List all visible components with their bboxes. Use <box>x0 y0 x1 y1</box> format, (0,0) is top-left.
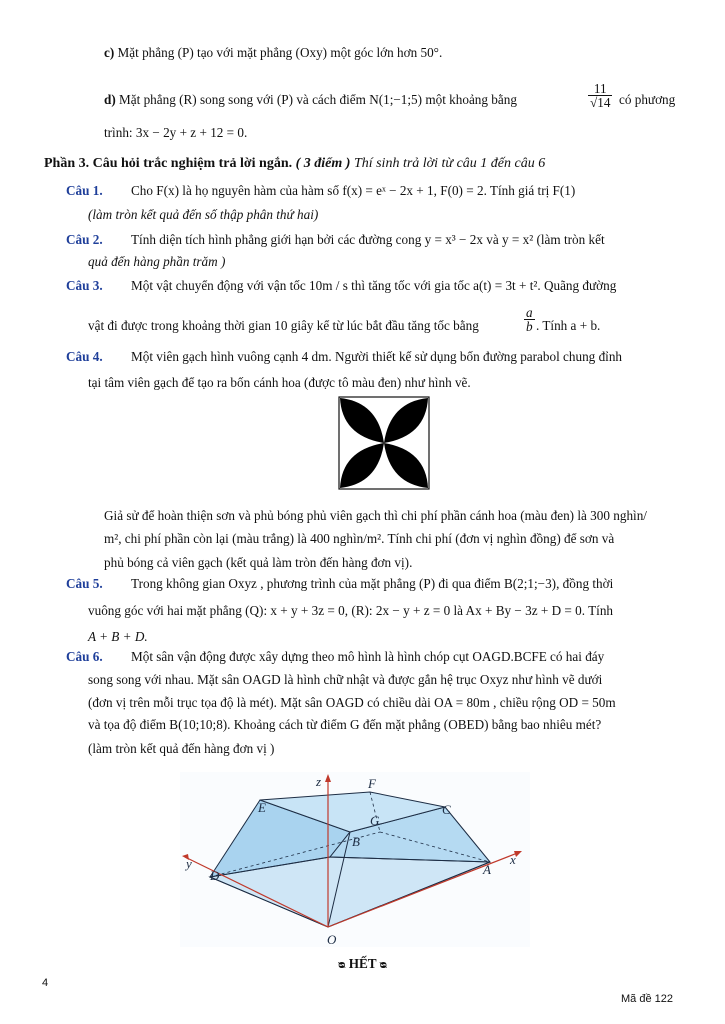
item-d-frac-den: √14 <box>590 95 611 110</box>
label-E: E <box>258 800 266 815</box>
q5-line3: A + B + D. <box>88 629 148 644</box>
q5-line2: vuông góc với hai mặt phẳng (Q): x + y + 3z = 0, (R): 2x − y + z = 0 là Ax + By − 3z + D = 0. Tính <box>88 603 614 618</box>
q3-line2b: . Tính a + b. <box>536 318 601 333</box>
end-mark: ᴓ HẾT ᴓ <box>338 956 387 971</box>
item-d-frac-num: 11 <box>588 82 612 96</box>
item-d-text-3: trình: 3x − 2y + z + 12 = 0. <box>104 125 248 140</box>
q3-frac-num: a <box>526 305 533 320</box>
q6-line1: Một sân vận động được xây dựng theo mô hình là hình chóp cụt OAGD.BCFE có hai đáy <box>131 649 605 664</box>
q4-line1: Một viên gạch hình vuông cạnh 4 dm. Người thiết kế sử dụng bốn đường parabol chung đỉnh <box>131 349 623 364</box>
q2-line2: quả đến hàng phần trăm ) <box>88 254 226 269</box>
stadium-figure <box>180 772 530 947</box>
exam-code: Mã đề 122 <box>621 993 673 1005</box>
q5-label: Câu 5. <box>66 576 103 591</box>
label-D: D <box>210 868 220 883</box>
label-z: z <box>316 774 322 789</box>
label-O: O <box>327 932 337 947</box>
item-d-text: Mặt phẳng (R) song song với (P) và cách điểm N(1;−1;5) một khoảng bằng <box>119 92 517 107</box>
part3-points: ( 3 điểm ) <box>295 156 351 171</box>
q1-line2: (làm tròn kết quả đến số thập phân thứ hai) <box>88 207 319 222</box>
part3-heading <box>44 156 545 172</box>
item-c-text: Mặt phẳng (P) tạo với mặt phẳng (Oxy) một góc lớn hơn 50°. <box>117 45 443 60</box>
part3-title: Phần 3. Câu hỏi trắc nghiệm trả lời ngắn. <box>44 156 293 171</box>
q3-fraction <box>524 306 535 333</box>
q4-line2: tại tâm viên gạch để tạo ra bốn cánh hoa (được tô màu đen) như hình vẽ. <box>88 375 471 390</box>
q3-frac-den: b <box>526 319 533 334</box>
q3-label: Câu 3. <box>66 278 103 293</box>
q6-line5: (làm tròn kết quả đến hàng đơn vị ) <box>88 741 275 756</box>
item-c <box>104 45 442 61</box>
label-F: F <box>368 776 376 791</box>
label-C: C <box>442 802 451 817</box>
q6-line3: (đơn vị trên mỗi trục tọa độ là mét). Mặt sân OAGD có chiều dài OA = 80m , chiều rộng OD = 50m <box>88 695 616 710</box>
flower-tile-figure <box>338 396 430 490</box>
q1-line1: Cho F(x) là họ nguyên hàm của hàm số f(x) = eˣ − 2x + 1, F(0) = 2. Tính giá trị F(1) <box>131 183 576 198</box>
part3-instruction: Thí sinh trả lời từ câu 1 đến câu 6 <box>353 156 546 171</box>
label-x: x <box>510 852 516 867</box>
q2-label: Câu 2. <box>66 232 103 247</box>
q3-line1: Một vật chuyển động với vận tốc 10m / s thì tăng tốc với gia tốc a(t) = 3t + t². Quãng đường <box>131 278 617 293</box>
item-d-text-2: có phương <box>619 92 676 107</box>
q4-line3: Giả sử để hoàn thiện sơn và phủ bóng phủ viên gạch thì chi phí phần cánh hoa (màu đen) là 300 nghìn/ <box>104 508 647 523</box>
label-B: B <box>352 834 360 849</box>
q3-line2a: vật đi được trong khoảng thời gian 10 giây kể từ lúc bắt đầu tăng tốc bằng <box>88 318 479 333</box>
label-A: A <box>483 862 491 877</box>
item-d-fraction <box>588 82 612 109</box>
label-y: y <box>186 856 192 871</box>
q6-label: Câu 6. <box>66 649 103 664</box>
item-d <box>104 92 517 108</box>
q6-line2: song song với nhau. Mặt sân OAGD là hình chữ nhật và được gắn hệ trục Oxyz như hình vẽ dưới <box>88 672 603 687</box>
q2-line1: Tính diện tích hình phẳng giới hạn bởi các đường cong y = x³ − 2x và y = x² (làm tròn kết <box>131 232 605 247</box>
q6-line4: và tọa độ điểm B(10;10;8). Khoảng cách từ điểm G đến mặt phẳng (OBED) bằng bao nhiêu mét? <box>88 717 602 732</box>
q1-label: Câu 1. <box>66 183 103 198</box>
item-c-label: c) <box>104 45 115 60</box>
label-G: G <box>370 813 380 828</box>
q5-line1: Trong không gian Oxyz , phương trình của mặt phẳng (P) đi qua điểm B(2;1;−3), đồng thời <box>131 576 614 591</box>
item-d-label: d) <box>104 92 116 107</box>
q4-line4: m², chi phí phần còn lại (màu trắng) là 400 nghìn/m². Tính chi phí (đơn vị nghìn đồng) để sơn và <box>104 531 615 546</box>
q4-line5: phủ bóng cả viên gạch (kết quả làm tròn đến hàng đơn vị). <box>104 555 413 570</box>
page-number: 4 <box>42 977 49 989</box>
q4-label: Câu 4. <box>66 349 103 364</box>
